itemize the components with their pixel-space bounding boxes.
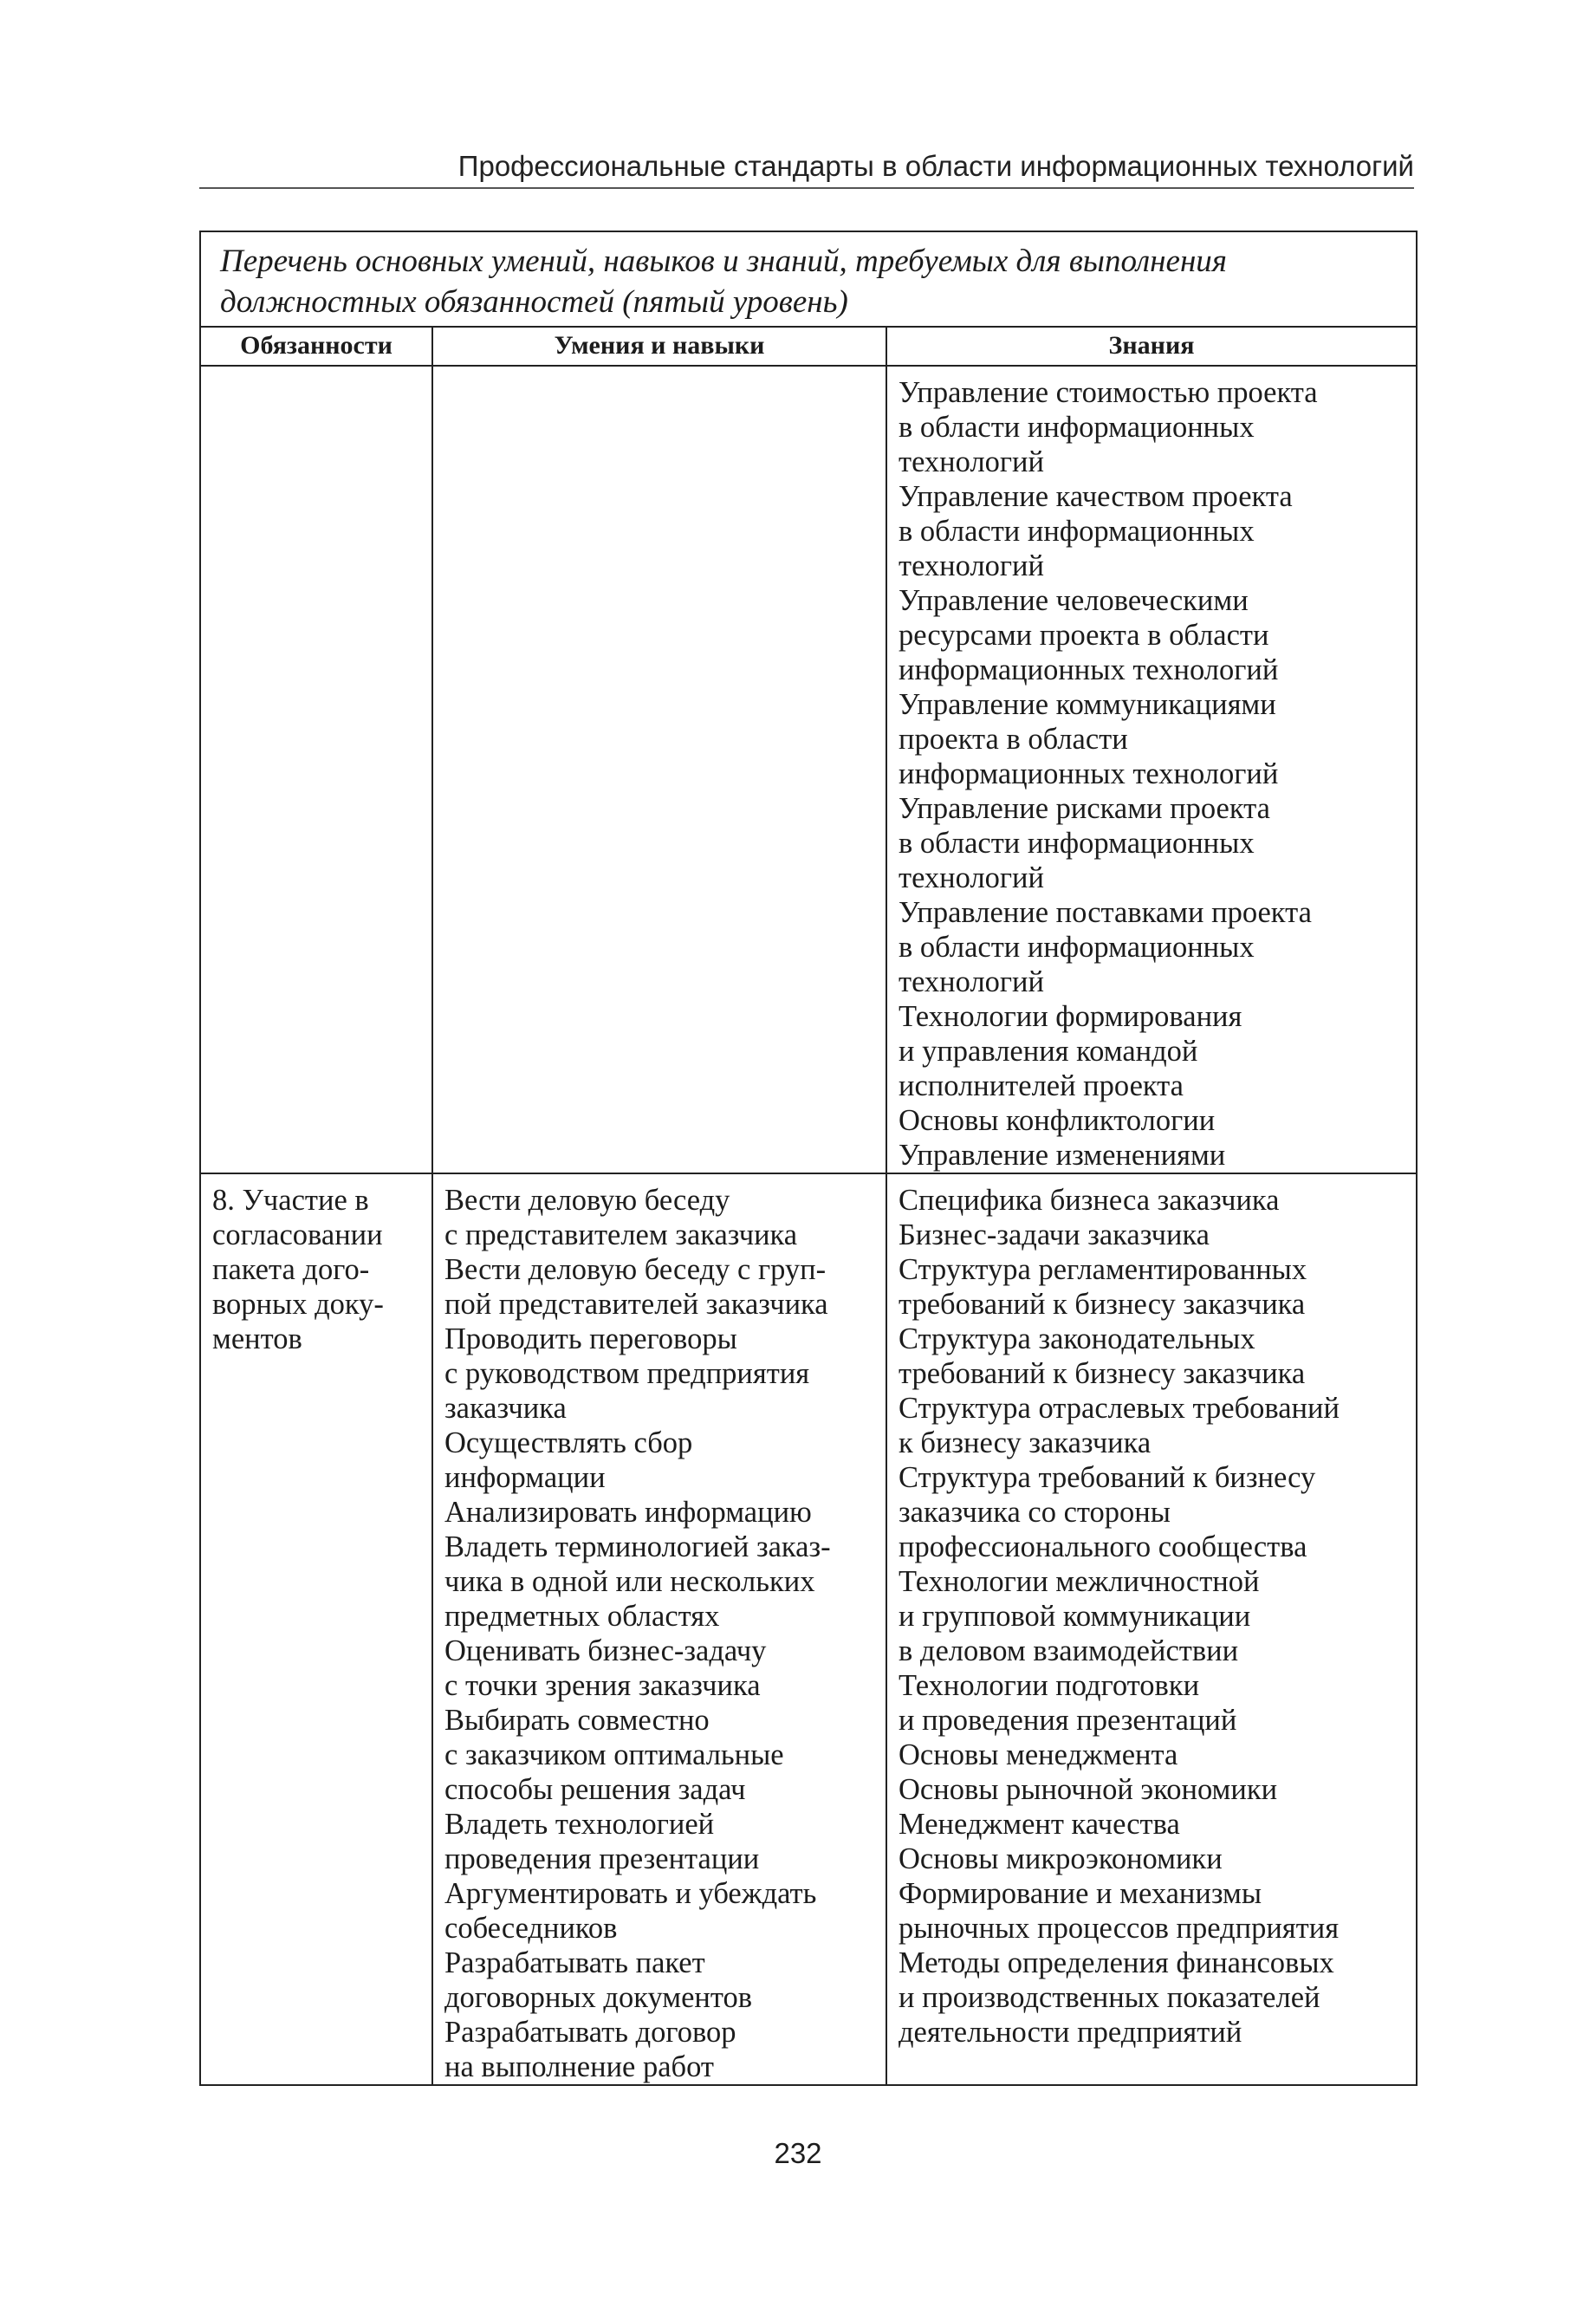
cell-line: Владеть технологией: [444, 1808, 715, 1841]
cell-line: договорных документов: [444, 1981, 753, 2014]
cell-line: технологий: [899, 549, 1044, 582]
cell-line: деятельности предприятий: [899, 2016, 1242, 2049]
cell-line: в деловом взаимодействии: [899, 1634, 1239, 1667]
cell-line: согласовании: [212, 1218, 383, 1251]
cell-line: Осуществлять сбор: [444, 1426, 693, 1459]
cell-line: Анализировать информацию: [444, 1496, 812, 1529]
cell-line: Менеджмент качества: [899, 1808, 1180, 1841]
cell-line: Бизнес-задачи заказчика: [899, 1218, 1210, 1251]
cell-line: чика в одной или нескольких: [444, 1565, 815, 1598]
cell-line: в области информационных: [899, 515, 1255, 548]
cell-line: предметных областях: [444, 1600, 720, 1633]
running-header: Профессиональные стандарты в области информационных технологий: [199, 149, 1414, 189]
cell-line: и проведения презентаций: [899, 1704, 1237, 1737]
cell-line: Технологии формирования: [899, 1000, 1242, 1033]
cell-line: Аргументировать и убеждать: [444, 1877, 817, 1910]
cell-line: Разрабатывать договор: [444, 2016, 736, 2049]
duty-cell: [200, 1173, 432, 2085]
column-header-knowledge: Знания: [886, 327, 1417, 366]
cell-line: проекта в области: [899, 723, 1128, 756]
cell-line: Основы микроэкономики: [899, 1842, 1223, 1875]
cell-line: заказчика со стороны: [899, 1496, 1171, 1529]
cell-line: в области информационных: [899, 931, 1255, 964]
cell-line: способы решения задач: [444, 1773, 746, 1806]
cell-line: ментов: [212, 1322, 302, 1355]
cell-line: исполнителей проекта: [899, 1069, 1184, 1102]
table-caption: [200, 231, 1417, 327]
cell-line: Управление человеческими: [899, 584, 1249, 617]
cell-line: пой представителей заказчика: [444, 1288, 828, 1321]
column-header-skills: Умения и навыки: [432, 327, 886, 366]
cell-line: Основы конфликтологии: [899, 1104, 1216, 1137]
cell-line: технологий: [899, 861, 1044, 894]
cell-line: к бизнесу заказчика: [899, 1426, 1152, 1459]
cell-line: собеседников: [444, 1912, 618, 1945]
cell-line: на выполнение работ: [444, 2050, 714, 2083]
cell-line: информации: [444, 1461, 606, 1494]
column-header-duties: Обязанности: [200, 327, 432, 366]
table-row: [200, 366, 1417, 1173]
page-number: 232: [774, 2137, 822, 2169]
cell-line: Оценивать бизнес-задачу: [444, 1634, 767, 1667]
cell-line: Управление качеством проекта: [899, 480, 1293, 513]
cell-line: Вести деловую беседу: [444, 1184, 730, 1217]
duties-table: [199, 231, 1418, 2086]
cell-line: Структура регламентированных: [899, 1253, 1307, 1286]
cell-line: с заказчиком оптимальные: [444, 1738, 784, 1771]
cell-line: требований к бизнесу заказчика: [899, 1288, 1306, 1321]
cell-line: рыночных процессов предприятия: [899, 1912, 1340, 1945]
cell-line: информационных технологий: [899, 653, 1279, 686]
caption-row: [200, 231, 1417, 327]
cell-line: Владеть терминологией заказ-: [444, 1530, 831, 1563]
cell-line: с точки зрения заказчика: [444, 1669, 761, 1702]
skills-cell: [432, 1173, 886, 2085]
knowledge-cell: [886, 1173, 1417, 2085]
cell-line: с представителем заказчика: [444, 1218, 798, 1251]
column-header-row: [200, 327, 1417, 366]
cell-line: Структура требований к бизнесу: [899, 1461, 1316, 1494]
cell-line: профессионального сообщества: [899, 1530, 1307, 1563]
cell-line: ресурсами проекта в области: [899, 619, 1269, 652]
cell-line: Управление поставками проекта: [899, 896, 1312, 929]
cell-line: Основы менеджмента: [899, 1738, 1178, 1771]
cell-line: информационных технологий: [899, 757, 1279, 790]
cell-line: Структура отраслевых требований: [899, 1392, 1340, 1425]
cell-line: технологий: [899, 965, 1044, 998]
cell-line: Структура законодательных: [899, 1322, 1255, 1355]
cell-line: Управление коммуникациями: [899, 688, 1276, 721]
cell-line: в области информационных: [899, 827, 1255, 860]
cell-line: технологий: [899, 445, 1044, 478]
table-caption-line: должностных обязанностей (пятый уровень): [220, 284, 848, 320]
cell-line: заказчика: [444, 1392, 567, 1425]
cell-line: Проводить переговоры: [444, 1322, 737, 1355]
cell-line: с руководством предприятия: [444, 1357, 810, 1390]
cell-line: Формирование и механизмы: [899, 1877, 1262, 1910]
cell-line: и управления командой: [899, 1035, 1198, 1068]
table-row: [200, 1173, 1417, 2085]
cell-line: Технологии межличностной: [899, 1565, 1260, 1598]
cell-line: Управление стоимостью проекта: [899, 376, 1318, 409]
cell-line: Технологии подготовки: [899, 1669, 1200, 1702]
cell-line: проведения презентации: [444, 1842, 760, 1875]
cell-line: Вести деловую беседу с груп-: [444, 1253, 827, 1286]
cell-line: в области информационных: [899, 411, 1255, 444]
skills-cell: [432, 366, 886, 1173]
table-caption-line: Перечень основных умений, навыков и знаний, требуемых для выполнения: [220, 244, 1227, 279]
cell-line: Выбирать совместно: [444, 1704, 710, 1737]
cell-line: Управление рисками проекта: [899, 792, 1270, 825]
cell-line: требований к бизнесу заказчика: [899, 1357, 1306, 1390]
cell-line: пакета дого-: [212, 1253, 370, 1286]
cell-line: Основы рыночной экономики: [899, 1773, 1278, 1806]
cell-line: Специфика бизнеса заказчика: [899, 1184, 1280, 1217]
cell-line: и групповой коммуникации: [899, 1600, 1251, 1633]
cell-line: 8. Участие в: [212, 1184, 369, 1217]
knowledge-cell: [886, 366, 1417, 1173]
duty-cell: [200, 366, 432, 1173]
cell-line: ворных доку-: [212, 1288, 384, 1321]
cell-line: Разрабатывать пакет: [444, 1946, 705, 1979]
cell-line: Методы определения финансовых: [899, 1946, 1334, 1979]
cell-line: и производственных показателей: [899, 1981, 1320, 2014]
cell-line: Управление изменениями: [899, 1139, 1226, 1172]
